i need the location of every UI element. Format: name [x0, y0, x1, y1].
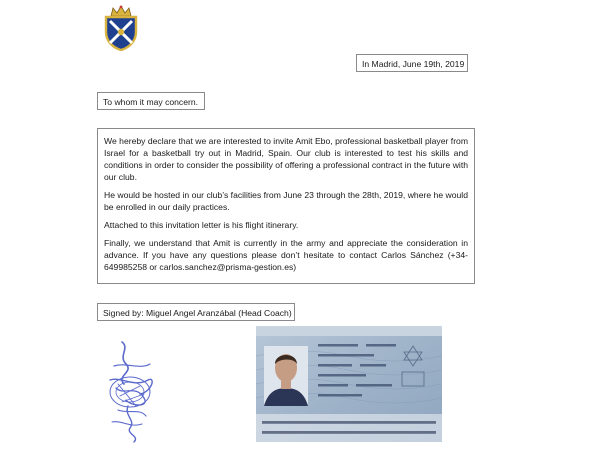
paragraph-itinerary: Attached to this invitation letter is his flight itinerary.	[104, 220, 299, 230]
passport-photo-page-image	[256, 326, 442, 442]
signature-stamp-image	[100, 336, 162, 444]
paragraph-hosting: He would be hosted in our club’s facilities from June 23 through the 28th, 2019, where he would be enrolled in our daily practices.	[104, 190, 468, 212]
paragraph-contact: Finally, we understand that Amit is currently in the army and appreciate the consideration in advance. If you have any questions please don’t hesitate to contact Carlos Sánchez (+34-649985258 or carlos.sanchez@prisma-gestion.es)	[104, 238, 468, 272]
paragraph-invitation: We hereby declare that we are interested to invite Amit Ebo, professional basketball player from Israel for a basketball try out in Madrid, Spain. Our club is interested to test his skills and conditions in order to consider the possibility of offering a professional contract in the future with our club.	[104, 136, 468, 182]
date-line: In Madrid, June 19th, 2019	[362, 59, 465, 69]
date-line-box	[356, 54, 468, 72]
signed-by-text: Signed by: Miguel Angel Aranzábal (Head Coach)	[103, 308, 292, 318]
signed-by-box	[97, 303, 295, 321]
greeting-text: To whom it may concern.	[103, 97, 199, 107]
greeting-box	[97, 92, 205, 110]
club-crest-logo	[100, 4, 142, 52]
letter-body	[97, 128, 475, 284]
